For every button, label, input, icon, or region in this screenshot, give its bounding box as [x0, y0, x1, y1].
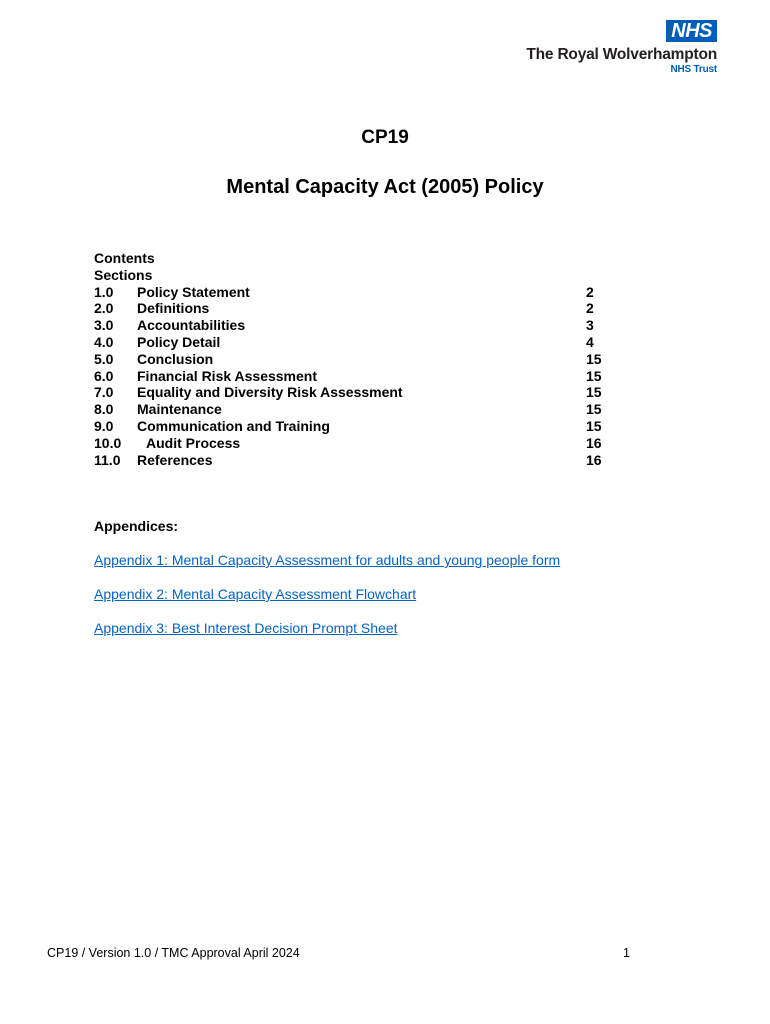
appendix-1-link[interactable]: Appendix 1: Mental Capacity Assessment for adults and young people form [94, 552, 561, 568]
toc-page: 15 [586, 401, 602, 418]
toc-page: 16 [586, 434, 602, 451]
toc-number: 7.0 [94, 384, 114, 401]
toc-row [94, 368, 614, 385]
toc-page: 15 [586, 417, 602, 434]
appendix-3-link[interactable]: Appendix 3: Best Interest Decision Prompt Sheet [94, 620, 398, 636]
toc-label: Definitions [137, 300, 210, 317]
toc-page: 15 [586, 367, 602, 384]
toc-row [94, 418, 614, 435]
toc-number: 10.0 [94, 434, 122, 451]
sections-heading: Sections [94, 266, 153, 283]
trust-name: The Royal Wolverhampton [526, 46, 717, 63]
toc-number: 5.0 [94, 350, 114, 367]
toc-label: Policy Detail [137, 333, 221, 350]
footer-page-number: 1 [623, 946, 630, 960]
footer-version: CP19 / Version 1.0 / TMC Approval April 2024 [47, 946, 300, 960]
document-code: CP19 [361, 127, 409, 148]
contents-heading: Contents [94, 250, 155, 266]
appendix-2-link[interactable]: Appendix 2: Mental Capacity Assessment Flowchart [94, 586, 417, 602]
toc-row [94, 351, 614, 368]
toc-row [94, 317, 614, 334]
toc-label: Financial Risk Assessment [137, 367, 318, 384]
toc-number: 11.0 [94, 451, 121, 468]
nhs-logo-badge: NHS [666, 20, 717, 42]
toc-label: Maintenance [137, 401, 222, 418]
toc-label: Equality and Diversity Risk Assessment [137, 384, 403, 401]
toc-row [94, 334, 614, 351]
toc-label: Policy Statement [137, 283, 250, 300]
toc-label: Audit Process [146, 434, 241, 451]
toc-row [94, 300, 614, 317]
table-of-contents [94, 250, 614, 468]
toc-label: Communication and Training [137, 417, 330, 434]
toc-label: References [137, 451, 213, 468]
toc-row [94, 452, 614, 469]
toc-number: 3.0 [94, 317, 114, 334]
toc-page: 3 [586, 317, 594, 334]
toc-number: 2.0 [94, 300, 114, 317]
nhs-trust-logo [526, 20, 717, 76]
toc-row [94, 401, 614, 418]
toc-label: Accountabilities [137, 317, 246, 334]
toc-number: 1.0 [94, 283, 114, 300]
toc-number: 6.0 [94, 367, 114, 384]
trust-subtitle: NHS Trust [670, 64, 717, 75]
toc-page: 2 [586, 300, 594, 317]
toc-number: 8.0 [94, 401, 114, 418]
toc-row [94, 284, 614, 301]
toc-page: 15 [586, 350, 602, 367]
toc-number: 9.0 [94, 417, 114, 434]
toc-page: 15 [586, 384, 602, 401]
toc-page: 4 [586, 333, 594, 350]
toc-page: 2 [586, 283, 594, 300]
toc-label: Conclusion [137, 350, 214, 367]
toc-page: 16 [586, 451, 602, 468]
appendices-heading: Appendices: [94, 518, 179, 534]
toc-row [94, 435, 614, 452]
document-title: Mental Capacity Act (2005) Policy [226, 176, 544, 198]
toc-row [94, 384, 614, 401]
toc-number: 4.0 [94, 333, 114, 350]
